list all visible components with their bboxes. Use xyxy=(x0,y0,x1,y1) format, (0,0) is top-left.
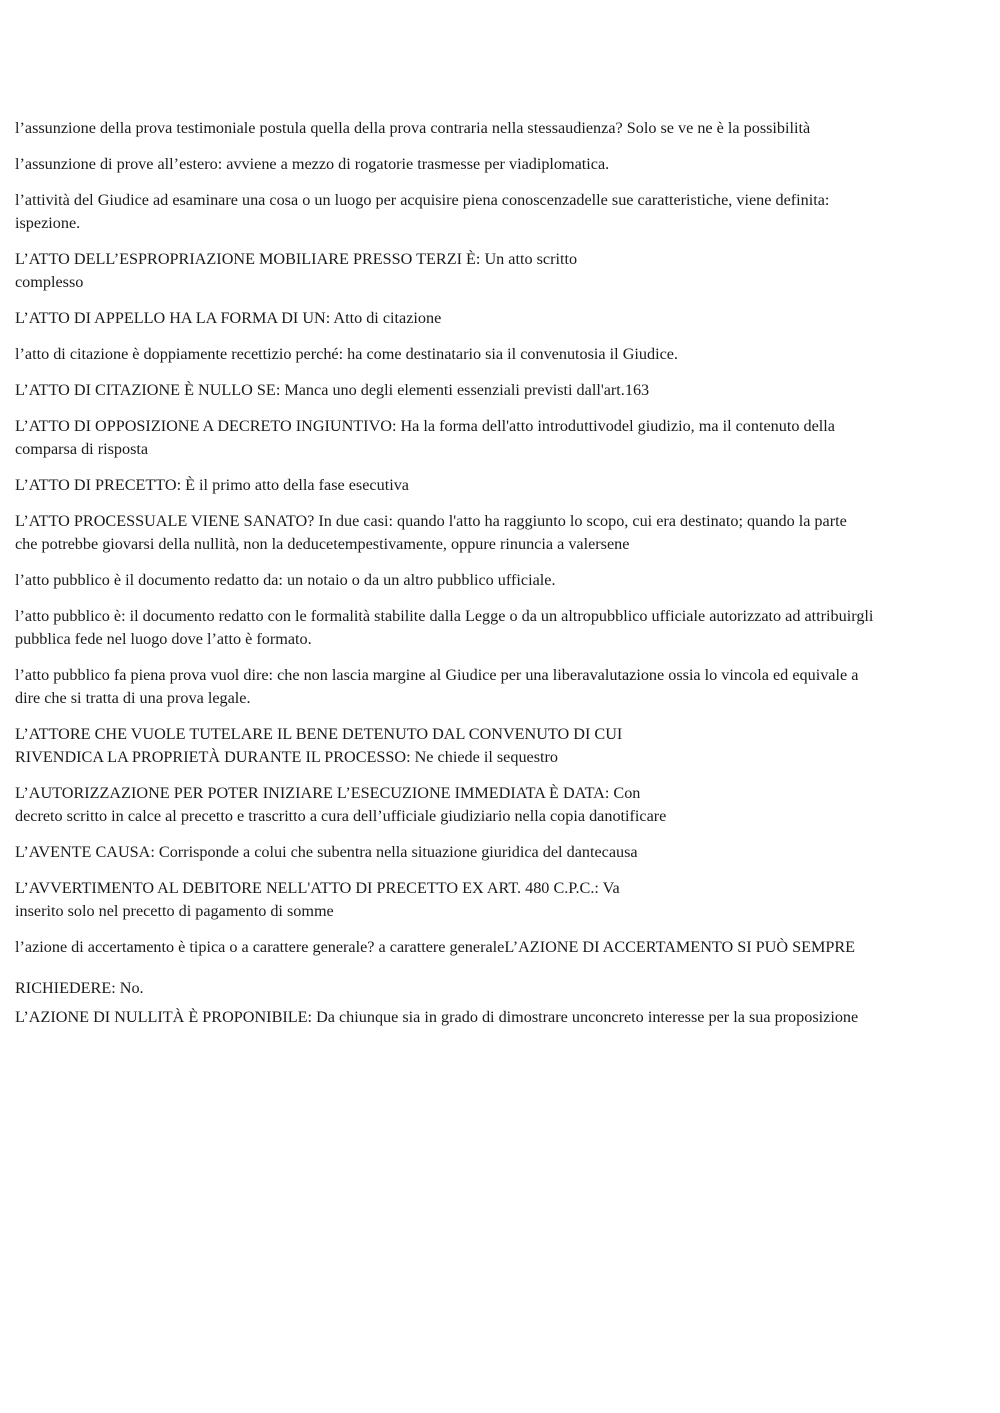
entry-1 xyxy=(15,117,995,140)
entry-line: L’ATTO DELL’ESPROPRIAZIONE MOBILIARE PRESSO TERZI È: Un atto scritto xyxy=(15,250,578,268)
entry-line: l’attività del Giudice ad esaminare una cosa o un luogo per acquisire piena conoscenzadelle sue caratteristiche, viene definita: xyxy=(15,191,830,209)
entry-3 xyxy=(15,189,995,235)
entry-8 xyxy=(15,415,995,461)
entry-line: l’assunzione della prova testimoniale postula quella della prova contraria nella stessaudienza? Solo se ve ne è la possibilità xyxy=(15,119,811,137)
entry-line: comparsa di risposta xyxy=(15,440,149,458)
entry-line: L’AVVERTIMENTO AL DEBITORE NELL'ATTO DI PRECETTO EX ART. 480 C.P.C.: Va xyxy=(15,879,620,897)
entry-10 xyxy=(15,510,995,556)
entry-6 xyxy=(15,343,995,366)
entry-16 xyxy=(15,841,995,864)
entry-line: L’ATTO DI CITAZIONE È NULLO SE: Manca uno degli elementi essenziali previsti dall'art.163 xyxy=(15,381,650,399)
entry-line: l’atto pubblico è il documento redatto da: un notaio o da un altro pubblico ufficiale. xyxy=(15,571,556,589)
entry-13 xyxy=(15,664,995,710)
entry-5 xyxy=(15,307,995,330)
entry-line: dire che si tratta di una prova legale. xyxy=(15,689,251,707)
entry-18 xyxy=(15,936,995,959)
entry-2 xyxy=(15,153,995,176)
entry-line: ispezione. xyxy=(15,214,81,232)
entry-line: L’ATTO DI PRECETTO: È il primo atto della fase esecutiva xyxy=(15,476,409,494)
entry-line: inserito solo nel precetto di pagamento di somme xyxy=(15,902,334,920)
entry-9 xyxy=(15,474,995,497)
entry-line: l’atto pubblico è: il documento redatto con le formalità stabilite dalla Legge o da un altropubblico ufficiale autorizzato ad attribuirgli xyxy=(15,607,874,625)
entry-line: RICHIEDERE: No. xyxy=(15,979,144,997)
entry-line: l’assunzione di prove all’estero: avviene a mezzo di rogatorie trasmesse per viadiplomatica. xyxy=(15,155,610,173)
entry-line: L’ATTO DI OPPOSIZIONE A DECRETO INGIUNTIVO: Ha la forma dell'atto introduttivodel giudizio, ma il contenuto della xyxy=(15,417,835,435)
entry-line: che potrebbe giovarsi della nullità, non la deducetempestivamente, oppure rinuncia a valersene xyxy=(15,535,630,553)
entry-7 xyxy=(15,379,995,402)
entry-line: decreto scritto in calce al precetto e trascritto a cura dell’ufficiale giudiziario nella copia danotificare xyxy=(15,807,667,825)
entry-17 xyxy=(15,877,995,923)
entry-line: l’azione di accertamento è tipica o a carattere generale? a carattere generaleL’AZIONE DI ACCERTAMENTO SI PUÒ SEMPRE xyxy=(15,938,856,956)
entry-line: complesso xyxy=(15,273,84,291)
entry-line: l’atto pubblico fa piena prova vuol dire: che non lascia margine al Giudice per una liberavalutazione ossia lo vincola ed equivale a xyxy=(15,666,859,684)
entry-line: L’ATTO DI APPELLO HA LA FORMA DI UN: Atto di citazione xyxy=(15,309,442,327)
document-body xyxy=(15,117,995,1042)
entry-line: L’AVENTE CAUSA: Corrisponde a colui che subentra nella situazione giuridica del dantecausa xyxy=(15,843,638,861)
entry-12 xyxy=(15,605,995,651)
entry-line: L’ATTORE CHE VUOLE TUTELARE IL BENE DETENUTO DAL CONVENUTO DI CUI xyxy=(15,725,623,743)
entry-11 xyxy=(15,569,995,592)
entry-20 xyxy=(15,1006,995,1029)
entry-line: l’atto di citazione è doppiamente recettizio perché: ha come destinatario sia il convenutosia il Giudice. xyxy=(15,345,678,363)
entry-line: pubblica fede nel luogo dove l’atto è formato. xyxy=(15,630,312,648)
entry-line: L’AZIONE DI NULLITÀ È PROPONIBILE: Da chiunque sia in grado di dimostrare unconcreto interesse per la sua proposizione xyxy=(15,1008,859,1026)
entry-line: L’ATTO PROCESSUALE VIENE SANATO? In due casi: quando l'atto ha raggiunto lo scopo, cui era destinato; quando la parte xyxy=(15,512,847,530)
entry-4 xyxy=(15,248,995,294)
entry-line: RIVENDICA LA PROPRIETÀ DURANTE IL PROCESSO: Ne chiede il sequestro xyxy=(15,748,559,766)
entry-14 xyxy=(15,723,995,769)
entry-19 xyxy=(15,977,995,1000)
entry-line: L’AUTORIZZAZIONE PER POTER INIZIARE L’ESECUZIONE IMMEDIATA È DATA: Con xyxy=(15,784,641,802)
entry-15 xyxy=(15,782,995,828)
